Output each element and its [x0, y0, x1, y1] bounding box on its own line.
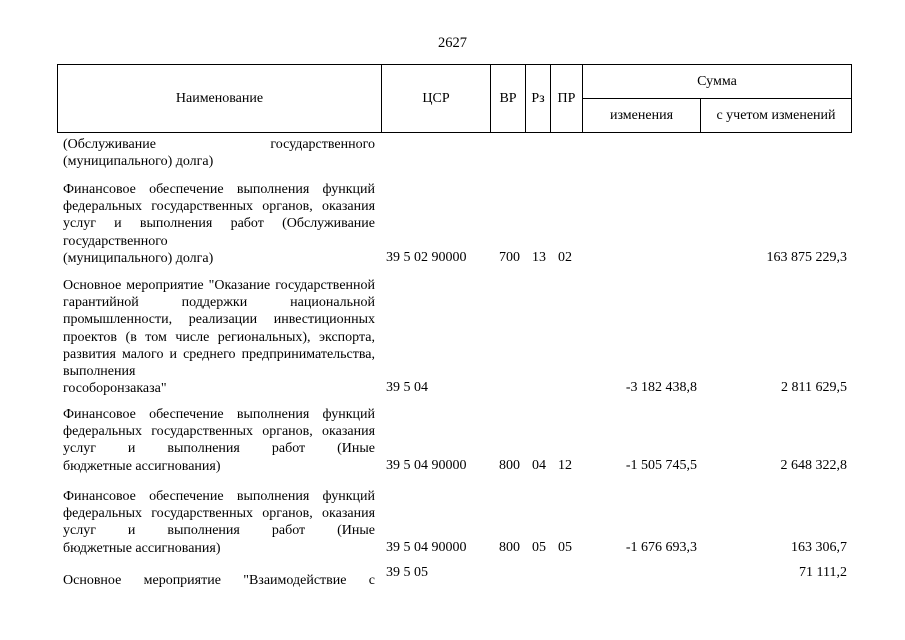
row-total: 71 111,2	[799, 565, 847, 580]
row-rz: 05	[532, 540, 546, 555]
header-vr: ВР	[499, 91, 517, 106]
row-csr: 39 5 02 90000	[386, 250, 467, 265]
row-vr: 800	[499, 540, 520, 555]
header-name: Наименование	[175, 91, 264, 106]
row-change: -3 182 438,8	[625, 380, 697, 395]
row-name: Финансовое обеспечение выполнения функций федеральных государственных органов, оказания услуг и выполнения работ (Иные бюджетные ассигнования)	[63, 489, 376, 556]
row-total: 2 648 322,8	[780, 458, 847, 473]
row-pr: 02	[558, 250, 572, 265]
row-name: Финансовое обеспечение выполнения функций федеральных государственных органов, оказания услуг и выполнения работ (Обслуживание государственного (муниципального) долга)	[63, 182, 376, 266]
row-pr: 05	[558, 540, 572, 555]
header-with-changes: с учетом изменений	[716, 108, 836, 123]
header-csr: ЦСР	[422, 91, 450, 106]
header-pr: ПР	[557, 91, 576, 106]
row-total: 2 811 629,5	[781, 380, 847, 395]
row-name: Основное мероприятие "Взаимодействие с	[63, 573, 375, 588]
row-csr: 39 5 04 90000	[386, 458, 467, 473]
row-rz: 13	[532, 250, 546, 265]
header-changes: изменения	[609, 108, 674, 123]
table-header	[57, 64, 852, 133]
header-rz: Рз	[531, 91, 545, 106]
row-pr: 12	[558, 458, 572, 473]
row-name: Основное мероприятие "Оказание государственной гарантийной поддержки национальной промышленности, реализации инвестиционных проектов (в том числе региональных), экспорта, развития малого и среднего предпринимательства, выполнения гособоронзаказа"	[63, 278, 376, 397]
row-change: -1 676 693,3	[625, 540, 697, 555]
page-number: 2627	[438, 35, 467, 51]
header-sum: Сумма	[697, 74, 737, 89]
row-name: (Обслуживание государственного (муниципального) долга)	[63, 137, 375, 170]
row-name: Финансовое обеспечение выполнения функций федеральных государственных органов, оказания услуг и выполнения работ (Иные бюджетные ассигнования)	[63, 407, 376, 474]
row-vr: 800	[499, 458, 520, 473]
row-csr: 39 5 04	[386, 380, 428, 395]
row-csr: 39 5 05	[386, 565, 428, 580]
row-rz: 04	[532, 458, 546, 473]
row-total: 163 306,7	[791, 540, 847, 555]
row-vr: 700	[499, 250, 520, 265]
row-total: 163 875 229,3	[766, 250, 847, 265]
row-csr: 39 5 04 90000	[386, 540, 467, 555]
row-change: -1 505 745,5	[625, 458, 697, 473]
